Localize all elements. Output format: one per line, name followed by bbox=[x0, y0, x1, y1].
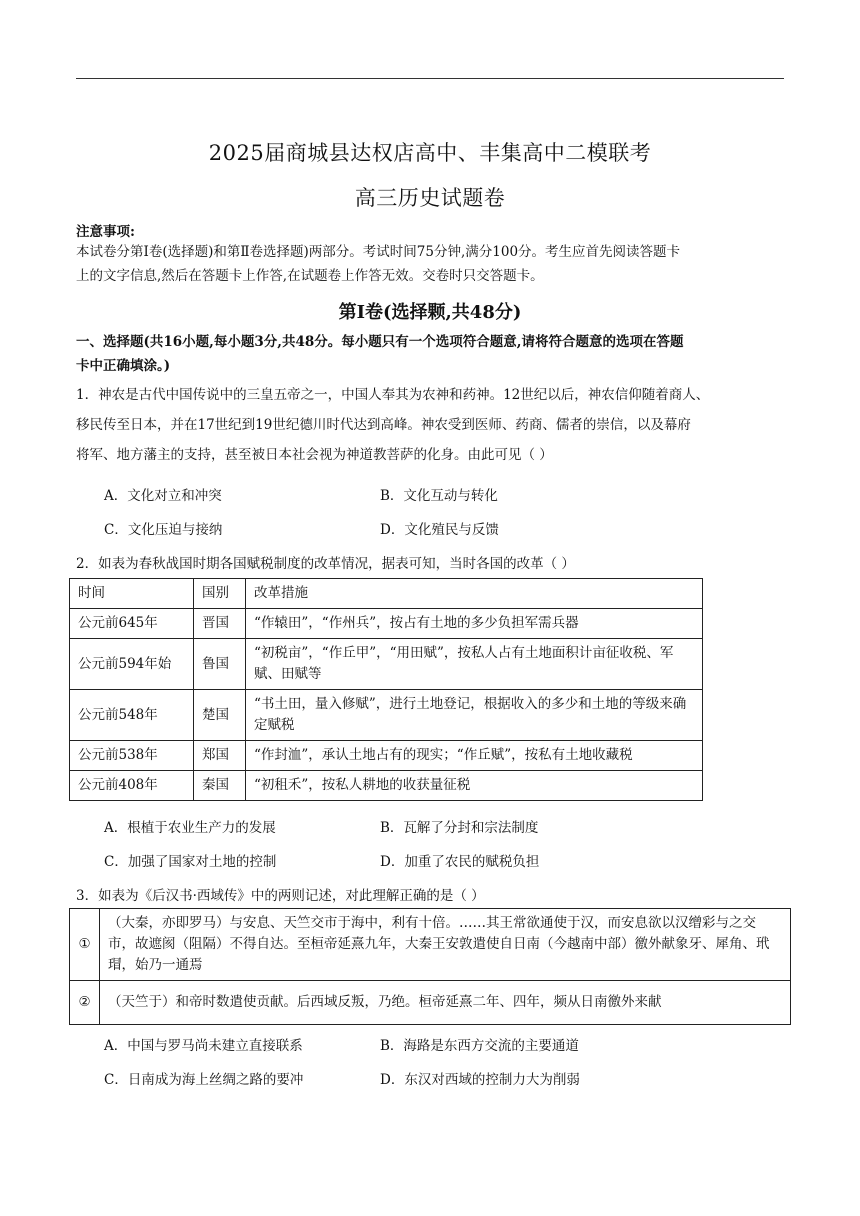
q3-option-a[interactable]: A．中国与罗马尚未建立直接联系 bbox=[104, 1038, 303, 1054]
table-header-cell: 国别 bbox=[194, 579, 246, 609]
table-row bbox=[70, 609, 703, 639]
mcq-instructions bbox=[76, 330, 788, 378]
table-cell: （大秦，亦即罗马）与安息、天竺交市于海中，利有十倍。……其王常欲通使于汉，而安息欲以汉缯彩与之交市，故遮阂（阻隔）不得自达。至桓帝延熹九年，大秦王安敦遣使自日南（今越南中部）徼外献象牙、犀角、玳瑁，始乃一通焉 bbox=[100, 909, 791, 981]
table-header-row bbox=[70, 579, 703, 609]
exam-title: 2025届商城县达权店高中、丰集高中二模联考 bbox=[208, 141, 652, 165]
mcq-line: 卡中正确填涂。) bbox=[76, 358, 171, 374]
question-1-stem bbox=[76, 380, 788, 470]
question-line: 1．神农是古代中国传说中的三皇五帝之一，中国人奉其为农神和药神。12世纪以后，神农信仰随着商人、 bbox=[76, 387, 710, 403]
q1-option-a[interactable]: A．文化对立和冲突 bbox=[104, 488, 222, 504]
q3-option-b[interactable]: B．海路是东西方交流的主要通道 bbox=[380, 1038, 579, 1054]
table-row bbox=[70, 909, 791, 981]
q3-option-c[interactable]: C．日南成为海上丝绸之路的要冲 bbox=[104, 1072, 304, 1088]
table-cell: 公元前548年 bbox=[70, 690, 194, 741]
table-cell: “作封洫”，承认土地占有的现实；“作丘赋”，按私有土地收藏税 bbox=[246, 741, 703, 771]
question-line: 移民传至日本，并在17世纪到19世纪德川时代达到高峰。神农受到医师、药商、儒者的崇信，以及幕府 bbox=[76, 417, 691, 433]
table-cell: 公元前408年 bbox=[70, 771, 194, 801]
q2-option-c[interactable]: C．加强了国家对土地的控制 bbox=[104, 854, 277, 870]
table-cell: 公元前594年始 bbox=[70, 639, 194, 690]
header-rule bbox=[76, 78, 784, 79]
table-row bbox=[70, 741, 703, 771]
table-header-cell: 时间 bbox=[70, 579, 194, 609]
table-cell: “初税亩”，“作丘甲”，“用田赋”，按私人占有土地面积计亩征收税、军赋、田赋等 bbox=[246, 639, 703, 690]
question-line: 将军、地方藩主的支持，甚至被日本社会视为神道教菩萨的化身。由此可见（ ） bbox=[76, 447, 553, 463]
table-cell: “书土田，量入修赋”，进行土地登记，根据收入的多少和土地的等级来确定赋税 bbox=[246, 690, 703, 741]
table-cell: （天竺于）和帝时数遣使贡献。后西域反叛，乃绝。桓帝延熹二年、四年，频从日南徼外来献 bbox=[100, 981, 791, 1025]
notice-heading: 注意事项: bbox=[76, 224, 135, 240]
notice-body bbox=[76, 240, 788, 288]
table-cell: 楚国 bbox=[194, 690, 246, 741]
table-row bbox=[70, 639, 703, 690]
table-row bbox=[70, 981, 791, 1025]
table-row bbox=[70, 690, 703, 741]
table-header-cell: 改革措施 bbox=[246, 579, 703, 609]
table-row bbox=[70, 771, 703, 801]
mcq-line: 一、选择题(共16小题,每小题3分,共48分。每小题只有一个选项符合题意,请将符合题意的选项在答题 bbox=[76, 334, 684, 350]
table-cell-index: ① bbox=[70, 909, 100, 981]
section-title: 第Ⅰ卷(选择颗,共48分) bbox=[338, 302, 522, 323]
table-cell: 鲁国 bbox=[194, 639, 246, 690]
table-cell: 公元前645年 bbox=[70, 609, 194, 639]
notice-line: 上的文字信息,然后在答题卡上作答,在试题卷上作答无效。交卷时只交答题卡。 bbox=[76, 268, 544, 284]
table-cell: “初租禾”，按私人耕地的收获量征税 bbox=[246, 771, 703, 801]
q2-option-d[interactable]: D．加重了农民的赋税负担 bbox=[380, 854, 540, 870]
q3-records-table bbox=[69, 908, 791, 1025]
q1-option-c[interactable]: C．文化压迫与接纳 bbox=[104, 522, 223, 538]
q2-option-a[interactable]: A．根植于农业生产力的发展 bbox=[104, 820, 276, 836]
table-cell-index: ② bbox=[70, 981, 100, 1025]
question-3-stem: 3．如表为《后汉书·西域传》中的两则记述，对此理解正确的是（ ） bbox=[76, 888, 485, 904]
table-cell: 郑国 bbox=[194, 741, 246, 771]
table-cell: 晋国 bbox=[194, 609, 246, 639]
q2-option-b[interactable]: B．瓦解了分封和宗法制度 bbox=[380, 820, 539, 836]
q3-option-d[interactable]: D．东汉对西域的控制力大为削弱 bbox=[380, 1072, 580, 1088]
exam-subtitle: 高三历史试题卷 bbox=[354, 186, 506, 210]
table-cell: 秦国 bbox=[194, 771, 246, 801]
question-2-stem: 2．如表为春秋战国时期各国赋税制度的改革情况，据表可知，当时各国的改革（ ） bbox=[76, 556, 575, 572]
notice-line: 本试卷分第Ⅰ卷(选择题)和第Ⅱ卷选择题)两部分。考试时间75分钟,满分100分。考生应首先阅读答题卡 bbox=[76, 244, 681, 260]
q2-reform-table bbox=[69, 578, 703, 801]
q1-option-d[interactable]: D．文化殖民与反馈 bbox=[380, 522, 499, 538]
q1-option-b[interactable]: B．文化互动与转化 bbox=[380, 488, 498, 504]
table-cell: “作辕田”，“作州兵”，按占有土地的多少负担军需兵器 bbox=[246, 609, 703, 639]
table-cell: 公元前538年 bbox=[70, 741, 194, 771]
